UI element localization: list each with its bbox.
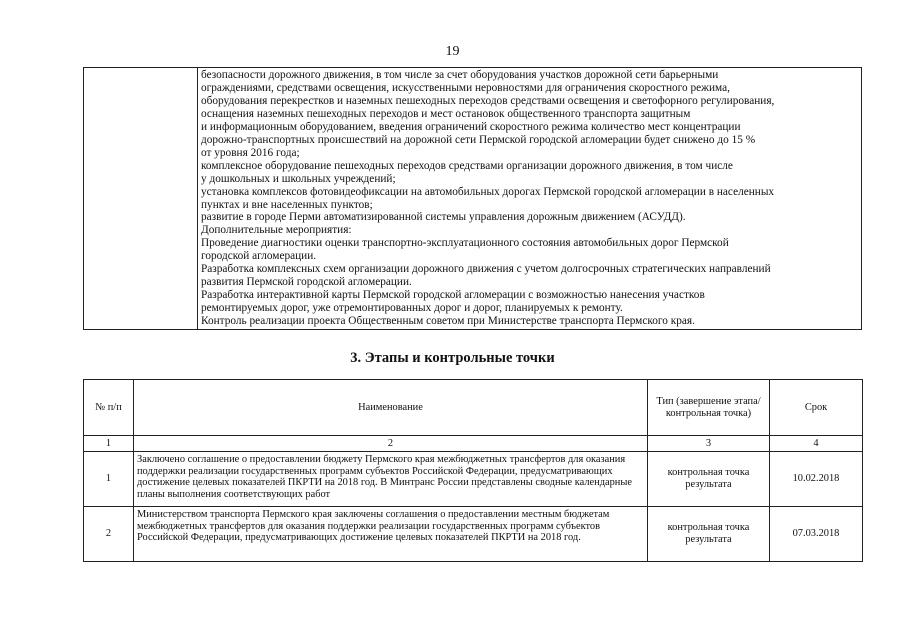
continuation-line: Дополнительные мероприятия:: [201, 224, 352, 237]
page-number: 19: [445, 44, 460, 59]
continuation-line: Проведение диагностики оценки транспортно-эксплуатационного состояния автомобильных дорог Пермской: [201, 237, 729, 250]
continuation-line: оборудования перекрестков и наземных пешеходных переходов средствами освещения и светофорного регулирования,: [201, 94, 775, 107]
continuation-line: Контроль реализации проекта Общественным советом при Министерстве транспорта Пермского края.: [201, 315, 695, 328]
continuation-line: безопасности дорожного движения, в том числе за счет оборудования участков дорожной сети барьерными: [201, 69, 719, 81]
continuation-line: комплексное оборудование пешеходных переходов средствами организации дорожного движения, в том числе: [201, 159, 733, 172]
section-title: 3. Этапы и контрольные точки: [350, 350, 555, 366]
continuation-line: пунктах и вне населенных пунктов;: [201, 198, 373, 211]
continuation-line: развития Пермской городской агломерации.: [201, 276, 412, 289]
continuation-line: ограждениями, средствами освещения, искусственными неровностями для ограничения скоростного режима,: [201, 81, 730, 94]
continuation-table: [83, 67, 862, 330]
row-term: 07.03.2018: [770, 507, 863, 562]
row-type: контрольная точка результата: [648, 452, 770, 507]
continuation-text: [198, 68, 861, 329]
header-term: Срок: [770, 380, 863, 436]
continuation-empty-cell: [84, 68, 198, 330]
index-cell: 3: [648, 436, 770, 452]
row-name: Министерством транспорта Пермского края заключены соглашения о предоставлении местным бюджетам межбюджетных трансфертов для оказания поддержки реализации государственных программ субъектов Российской Федерации, предусматривающих достижение целевых показателей ПКРТИ на 2018 год.: [134, 507, 648, 562]
row-number: 1: [84, 452, 134, 507]
row-name: Заключено соглашение о предоставлении бюджету Пермского края межбюджетных трансфертов для оказания поддержки реализации государственных программ субъектов Российской Федерации, предусматривающих достижение целевых показателей ПКРТИ на 2018 год. В Минтранс России представлены сводные календарные планы выполнения соответствующих работ: [134, 452, 648, 507]
index-cell: 4: [770, 436, 863, 452]
row-type: контрольная точка результата: [648, 507, 770, 562]
continuation-line: у дошкольных и школьных учреждений;: [201, 172, 396, 185]
continuation-line: Разработка комплексных схем организации дорожного движения с учетом долгосрочных стратегических направлений: [201, 263, 771, 276]
table-row: [84, 507, 863, 562]
continuation-line: Разработка интерактивной карты Пермской городской агломерации с возможностью нанесения участков: [201, 289, 705, 302]
continuation-text-cell: [198, 68, 862, 330]
stages-table: [83, 379, 863, 562]
header-number: № п/п: [84, 380, 134, 436]
continuation-line: и информационным оборудованием, введения ограничений скоростного режима количество мест концентрации: [201, 120, 741, 133]
index-cell: 1: [84, 436, 134, 452]
table-row: [84, 452, 863, 507]
header-name: Наименование: [134, 380, 648, 436]
continuation-row: [84, 68, 862, 330]
continuation-line: развитие в городе Перми автоматизированной системы управления дорожным движением (АСУДД).: [201, 211, 686, 224]
continuation-line: ремонтируемых дорог, уже отремонтированных дорог и дорог, планируемых к ремонту.: [201, 302, 623, 315]
index-cell: 2: [134, 436, 648, 452]
continuation-line: от уровня 2016 года;: [201, 146, 300, 159]
stages-header-row: [84, 380, 863, 436]
continuation-line: городской агломерации.: [201, 250, 317, 263]
header-type: Тип (завершение этапа/контрольная точка): [648, 380, 770, 436]
row-number: 2: [84, 507, 134, 562]
continuation-line: дорожно-транспортных происшествий на дорожной сети Пермской городской агломерации будет снижено до 15 %: [201, 133, 756, 146]
continuation-line: оснащения наземных пешеходных переходов и мест остановок общественного транспорта защитным: [201, 107, 691, 120]
stages-index-row: [84, 436, 863, 452]
row-term: 10.02.2018: [770, 452, 863, 507]
continuation-line: установка комплексов фотовидеофиксации на автомобильных дорогах Пермской городской агломерации в населенных: [201, 185, 775, 198]
